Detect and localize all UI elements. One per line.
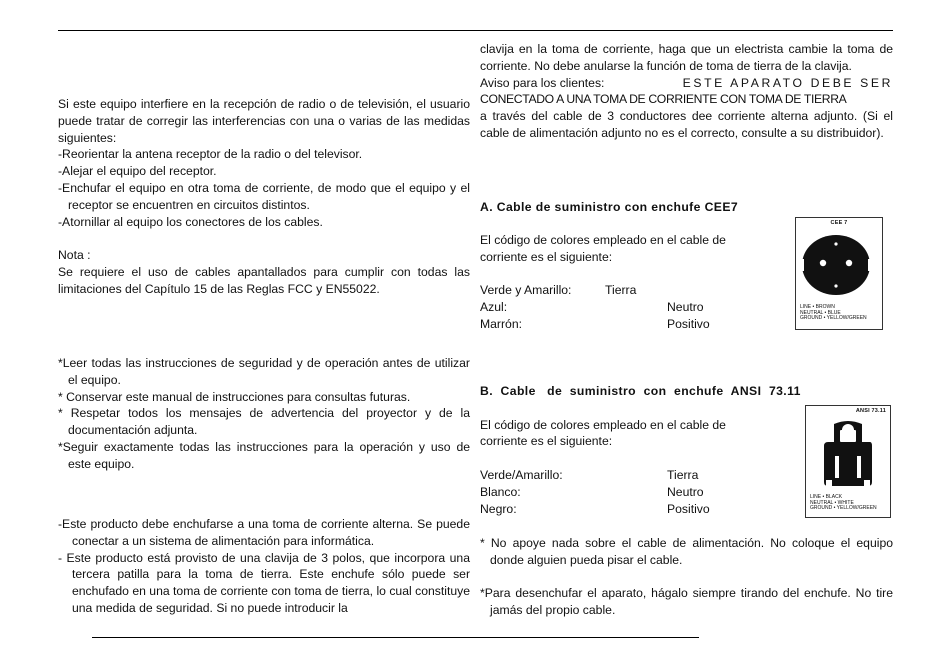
ansi-legend	[810, 495, 877, 512]
color-name: Verde y Amarillo:	[480, 283, 572, 298]
bottom-rule	[92, 637, 699, 638]
right-top-text	[480, 41, 893, 142]
color-name: Marrón:	[480, 316, 522, 331]
cable-warnings	[480, 535, 893, 619]
color-role: Tierra	[667, 467, 699, 482]
measure-item: -Enchufar el equipo en otra toma de corriente, de modo que el equipo y el receptor se encuentren en circuitos distintos.	[58, 180, 470, 212]
cee7-plug-figure	[795, 217, 883, 330]
note-text: Se requiere el uso de cables apantallados para cumplir con todas las limitaciones del Capítulo 15 de las Reglas FCC y EN55022.	[58, 264, 470, 296]
color-name: Negro:	[480, 501, 517, 516]
color-role: Positivo	[667, 316, 710, 331]
safety-list	[58, 355, 470, 473]
color-row	[480, 501, 780, 518]
legend-line: GROUND • YELLOW/GREEN	[810, 505, 877, 512]
safety-item: * Conservar este manual de instrucciones para consultas futuras.	[58, 389, 411, 404]
section-a	[480, 199, 770, 333]
warning-item: * No apoye nada sobre el cable de alimentación. No coloque el equipo donde alguien pueda pisar el cable.	[480, 536, 893, 567]
power-item: - Este producto está provisto de una clavija de 3 polos, que incorpora una tercera patilla para la toma de tierra. Este enchufe sólo puede ser enchufado en una toma de corriente con toma de tierra, lo cual constituye una medida de seguridad. Si no puede introducir la	[58, 550, 470, 615]
power-item: -Este producto debe enchufarse a una toma de corriente alterna. Se puede conectar a un sistema de alimentación para informática.	[58, 517, 470, 548]
color-row	[480, 316, 770, 333]
section-b-title: B. Cable de suministro con enchufe ANSI 73.11	[480, 384, 801, 398]
customer-notice-label: Aviso para los clientes:	[480, 75, 605, 90]
safety-item: * Respetar todos los mensajes de advertencia del proyector y de la documentación adjunta.	[58, 406, 470, 438]
continuation-text: clavija en la toma de corriente, haga que un electrista cambie la toma de corriente. No debe anularse la función de toma de tierra de la clavija.	[480, 42, 893, 73]
customer-notice-line	[480, 75, 893, 92]
ansi-plug-icon	[806, 418, 890, 498]
customer-notice-caps-2: CONECTADO A UNA TOMA DE CORRIENTE CON TOMA DE TIERRA	[480, 92, 847, 107]
left-column	[58, 96, 470, 298]
legend-line: LINE • BLACK	[810, 494, 843, 500]
color-row	[480, 467, 780, 484]
color-row	[480, 282, 770, 299]
color-role: Neutro	[667, 484, 704, 499]
color-role: Neutro	[667, 299, 704, 314]
cee7-plug-icon	[796, 228, 882, 308]
interference-intro: Si este equipo interfiere en la recepción de radio o de televisión, el usuario puede tratar de corregir las interferencias con una o varias de las medidas siguientes:	[58, 97, 470, 145]
color-role: Positivo	[667, 501, 710, 516]
legend-line: NEUTRAL • BLUE	[800, 309, 841, 316]
ansi-figure-label: ANSI 73.11	[855, 408, 886, 414]
measure-item: -Atornillar al equipo los conectores de los cables.	[58, 214, 323, 229]
measure-item: -Alejar el equipo del receptor.	[58, 164, 217, 179]
section-a-title: A. Cable de suministro con enchufe CEE7	[480, 200, 739, 214]
measure-item: -Reorientar la antena receptor de la radio o del televisor.	[58, 147, 363, 162]
legend-line: LINE • BROWN	[800, 304, 835, 310]
section-b	[480, 383, 801, 517]
section-a-intro: El código de colores empleado en el cable de corriente es el siguiente:	[480, 232, 726, 264]
warning-item: *Para desenchufar el aparato, hágalo siempre tirando del enchufe. No tire jamás del propio cable.	[480, 586, 893, 618]
ansi-plug-figure	[805, 405, 891, 518]
color-name: Blanco:	[480, 484, 521, 499]
color-row	[480, 484, 780, 501]
legend-line: NEUTRAL • WHITE	[810, 499, 854, 506]
power-list	[58, 516, 470, 617]
section-b-intro: El código de colores empleado en el cable de corriente es el siguiente:	[480, 417, 726, 449]
color-name: Azul:	[480, 299, 508, 314]
color-name: Verde/Amarillo:	[480, 467, 563, 482]
color-role: Tierra	[605, 283, 637, 298]
legend-line: GROUND • YELLOW/GREEN	[800, 315, 867, 322]
top-rule	[58, 30, 893, 31]
customer-notice-rest: a través del cable de 3 conductores dee corriente alterna adjunto. (Si el cable de alimentación adjunto no es el correcto, consulte a su distribuidor).	[480, 109, 893, 140]
color-row	[480, 299, 770, 316]
note-label: Nota :	[58, 248, 91, 263]
safety-item: *Leer todas las instrucciones de seguridad y de operación antes de utilizar el equipo.	[58, 356, 470, 387]
safety-item: *Seguir exactamente todas las instrucciones para la operación y uso de este equipo.	[58, 439, 470, 471]
cee7-figure-label: CEE 7	[830, 220, 848, 226]
cee7-legend	[800, 305, 867, 322]
customer-notice-caps: ESTE APARATO DEBE SER	[682, 75, 893, 90]
